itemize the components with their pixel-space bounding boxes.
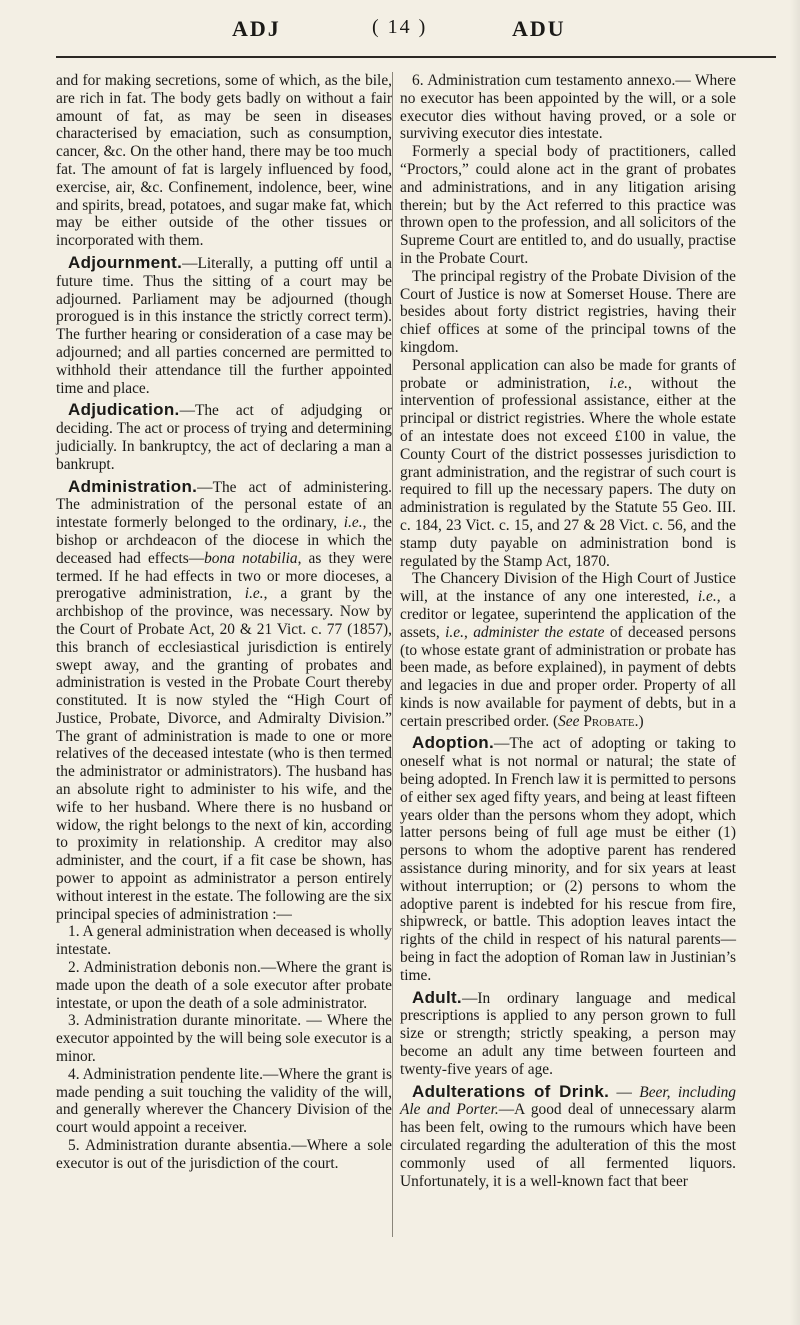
right-column bbox=[400, 72, 736, 1190]
headword-administration: Administration. bbox=[68, 476, 198, 496]
definition-adjournment: —Literally, a putting off until a future time. Thus the sitting of a court may be adjourned. Parliament may be adjourned (though prorogued is in this instance the strictly correct term). The further hearing or consideration of a case may be adjourned; and all parties concerned are permitted to withhold their attendance till the further appointed time and place. bbox=[56, 254, 392, 397]
headword-adjudication: Adjudication. bbox=[68, 400, 180, 420]
chancery-text-1: The Chancery Division of the High Court of Justice will, at the instance of any one interested, bbox=[400, 570, 736, 606]
paragraph-fat-continued: and for making secretions, some of which, as the bile, are rich in fat. The body gets badly on without a fair amount of fat, as may be seen in diseases characterised by emaciation, such as consumption, cancer, &c. On the other hand, there may be too much fat. The amount of fat is largely influenced by food, exercise, air, &c. Confinement, indolence, beer, wine and spirits, bread, potatoes, and sugar make fat, which may be either outside of the other tissues or incorporated with them. bbox=[56, 72, 392, 250]
paragraph-chancery bbox=[400, 570, 736, 730]
italic-ie-2: i.e. bbox=[244, 585, 264, 603]
header-left-guideword: ADJ bbox=[232, 16, 281, 41]
personal-text-2: , without the intervention of professional assistance, either at the principal or district registries. Where the whole estate of an intestate does not exceed £100 in value, the County Court of the district possesses jurisdiction to grant administration, and the registrar of such court is required to fill up the necessary papers. The duty on administration is regulated by the Statute 55 Geo. III. c. 184, 23 Vict. c. 15, and 27 & 28 Vict. c. 56, and the stamp duty payable on administration bond is regulated by the Stamp Act, 1870. bbox=[400, 374, 737, 570]
entry-administration bbox=[56, 478, 392, 924]
definition-adulterations: —A good deal of unnecessary alarm has been felt, owing to the rumours which have been circulated regarding the adulteration of this the most commonly used of all fermented liquors. Unfortunately, it is a well-known fact that beer bbox=[400, 1101, 736, 1190]
left-column bbox=[56, 72, 392, 1173]
italic-beer-subhead: Beer, including Ale and Porter. bbox=[400, 1083, 736, 1119]
headword-adoption: Adoption. bbox=[412, 733, 495, 753]
headword-adjournment: Adjournment. bbox=[68, 252, 183, 272]
list-item-3: 3. Administration durante minoritate. — Where the executor appointed by the will being sole executor is a minor. bbox=[56, 1012, 392, 1066]
italic-ie-4: i.e. bbox=[697, 588, 717, 606]
column-divider bbox=[392, 72, 393, 1237]
definition-administration-part2: , the bishop or archdeacon of the diocese in which the deceased had effects— bbox=[56, 514, 393, 567]
personal-text-1: Personal application can also be made for grants of probate or administration, bbox=[400, 356, 736, 392]
definition-adoption: —The act of adopting or taking to oneself what is not normal or natural; the state of being adopted. In French law it is permitted to persons of either sex aged fifty years, and being at least fifteen years older than the persons whom they adopt, which latter persons being of full age must be either (1) persons to whom the adoptive parent has rendered assistance during minority, and for six years at least without interruption; or (2) persons to whom the adoptive parent is indebted for his rescue from fire, shipwreck, or battle. This adoption leaves intact the rights of the child in respect of his natural parents—being in fact the adoption of Roman law in Justinian’s time. bbox=[400, 735, 736, 984]
entry-adjudication bbox=[56, 401, 392, 473]
italic-see: See bbox=[558, 712, 580, 730]
italic-ie-3: i.e. bbox=[609, 374, 629, 392]
page-edge-shadow bbox=[790, 0, 800, 1325]
list-item-2: 2. Administration debonis non.—Where the grant is made upon the death of a sole executor after probate intestate, or upon the death of a sole administrator. bbox=[56, 959, 392, 1012]
definition-administration-part4: , a grant by the archbishop of the province, was necessary. Now by the Court of Probate Act, 20 & 21 Vict. c. 77 (1857), this branch of ecclesiastical jurisdiction is entirely swept away, and the granting of probates and administration is vested in the Probate Court thereby constituted. It is now styled the “High Court of Justice, Probate, Divorce, and Admiralty Division.” The grant of administration is made to one or more relatives of the deceased intestate (who is then termed the administrator or administrators). The husband has an absolute right to administer to his wife, and the wife to her husband. Where there is no husband or widow, the right belongs to the next of kin, according to proximity in relationship. A creditor may also administer, and the court, if a fit case be shown, has power to appoint as administrator a person entirely without interest in the estate. The following are the six principal species of administration :— bbox=[56, 585, 393, 923]
italic-bona-notabilia: bona notabilia bbox=[204, 549, 298, 567]
entry-adulterations bbox=[400, 1083, 736, 1191]
cross-reference-probate: Probate.) bbox=[579, 712, 644, 730]
paragraph-personal-application bbox=[400, 357, 736, 571]
header-rule bbox=[56, 56, 776, 58]
entry-adoption bbox=[400, 734, 736, 984]
list-item-5: 5. Administration durante absentia.—Where a sole executor is out of the jurisdiction of the court. bbox=[56, 1137, 392, 1172]
running-head bbox=[0, 16, 800, 46]
list-item-6: 6. Administration cum testamento annexo.— Where no executor has been appointed by the will, or a sole executor dies without having proved, or a sole or surviving executor dies intestate. bbox=[400, 72, 736, 143]
italic-administer-estate: administer the estate bbox=[473, 623, 605, 641]
paragraph-proctors: Formerly a special body of practitioners, called “Proctors,” could alone act in the grant of probates and administrations, and in any litigation arising therein; but by the Act referred to this practice was thrown open to the profession, and all solicitors of the Supreme Court are entitled to, and do usually, practise in the Probate Court. bbox=[400, 143, 736, 267]
italic-ie: i.e. bbox=[343, 514, 363, 532]
paragraph-registry: The principal registry of the Probate Division of the Court of Justice is now at Somerset House. There are besides about forty district registries, having their chief offices at some of the principal towns of the kingdom. bbox=[400, 267, 736, 356]
adulterations-dash: — bbox=[609, 1083, 640, 1101]
definition-administration-part3: , as they were termed. If he had effects in two or more dioceses, a prerogative administration, bbox=[56, 549, 392, 603]
chancery-text-2: , a creditor or legatee, superintend the application of the assets, bbox=[400, 588, 736, 641]
header-right-guideword: ADU bbox=[512, 16, 566, 41]
list-item-4: 4. Administration pendente lite.—Where the grant is made pending a suit touching the validity of the will, and generally wherever the Chancery Division of the court would appoint a receiver. bbox=[56, 1065, 392, 1137]
list-item-1: 1. A general administration when deceased is wholly intestate. bbox=[56, 923, 392, 959]
italic-ie-5: i.e. bbox=[445, 623, 464, 641]
definition-adjudication: —The act of adjudging or deciding. The act or process of trying and determining judicially. In bankruptcy, the act of declaring a man a bankrupt. bbox=[56, 402, 392, 473]
chancery-text-4: of deceased persons (to whose estate grant of administration or probate has been made, as before explained), in payment of debts and legacies in due and proper order. Property of all kinds is now available for payment of debts, but in a certain prescribed order. ( bbox=[400, 623, 736, 730]
entry-adjournment bbox=[56, 254, 392, 397]
definition-administration-part1: —The act of administering. The administration of the personal estate of an intestate formerly belonged to the ordinary, bbox=[56, 478, 392, 532]
page-number: ( 14 ) bbox=[372, 16, 428, 38]
definition-adult: —In ordinary language and medical prescriptions is applied to any person grown to full size or strength; strictly speaking, a person may become an adult any time between fourteen and twenty-five years of age. bbox=[400, 989, 736, 1078]
chancery-text-3: , bbox=[463, 623, 474, 641]
entry-adult bbox=[400, 989, 736, 1079]
headword-adult: Adult. bbox=[412, 987, 462, 1007]
headword-adulterations: Adulterations of Drink. bbox=[412, 1081, 610, 1101]
